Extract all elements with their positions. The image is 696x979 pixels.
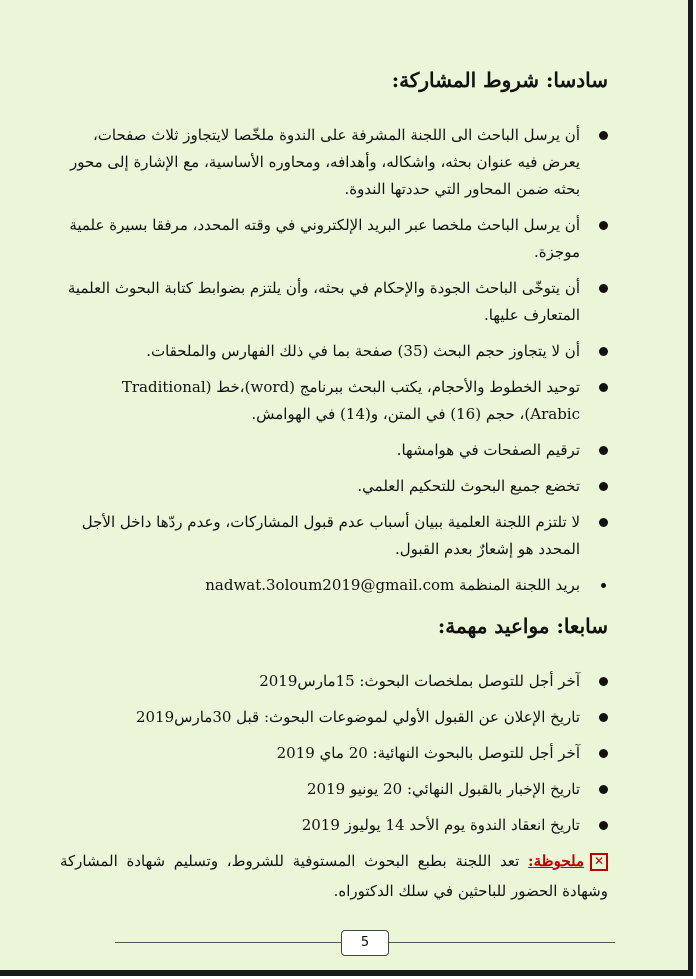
bullet-icon bbox=[599, 713, 608, 722]
note-text: تعد اللجنة بطبع البحوث المستوفية للشروط، وتسليم شهادة المشاركة وشهادة الحضور للباحثين في سلك الدكتوراه. bbox=[60, 852, 608, 900]
bullet-icon bbox=[599, 131, 608, 140]
footer-divider-left bbox=[115, 942, 341, 943]
email-link[interactable]: nadwat.3oloum2019@gmail.com bbox=[205, 576, 455, 594]
bullet-icon bbox=[599, 518, 608, 527]
checkbox-x-icon: ✕ bbox=[590, 853, 608, 871]
email-label: بريد اللجنة المنظمة bbox=[459, 576, 580, 594]
section6-title: سادسا: شروط المشاركة: bbox=[391, 68, 608, 92]
list-item: ترقيم الصفحات في هوامشها. bbox=[60, 437, 608, 464]
dates-list bbox=[60, 668, 608, 848]
bullet-icon bbox=[599, 785, 608, 794]
bullet-icon bbox=[599, 446, 608, 455]
list-item: آخر أجل للتوصل بملخصات البحوث: 15مارس2019 bbox=[60, 668, 608, 695]
conditions-list bbox=[60, 122, 608, 608]
list-item: أن يرسل الباحث ملخصا عبر البريد الإلكتروني في وقته المحدد، مرفقا بسيرة علمية موجزة. bbox=[60, 212, 608, 266]
bullet-icon bbox=[599, 677, 608, 686]
bullet-icon bbox=[599, 221, 608, 230]
list-item: أن لا يتجاوز حجم البحث (35) صفحة بما في ذلك الفهارس والملحقات. bbox=[60, 338, 608, 365]
bullet-icon bbox=[599, 383, 608, 392]
list-item: أن يتوخّى الباحث الجودة والإحكام في بحثه، وأن يلتزم بضوابط كتابة البحوث العلمية المتعارف عليها. bbox=[60, 275, 608, 329]
bullet-icon bbox=[599, 284, 608, 293]
list-item: أن يرسل الباحث الى اللجنة المشرفة على الندوة ملخّصا لايتجاوز ثلاث صفحات، يعرض فيه عنوان بحثه، واشكاله، وأهدافه، ومحاوره الأساسية، مع الإشارة إلى محور بحثه ضمن المحاور التي حددتها الندوة. bbox=[60, 122, 608, 203]
bullet-icon bbox=[599, 482, 608, 491]
page-number: 5 bbox=[341, 930, 389, 956]
list-item: تاريخ انعقاد الندوة يوم الأحد 14 يوليوز 2019 bbox=[60, 812, 608, 839]
email-item bbox=[60, 572, 608, 599]
bullet-icon bbox=[599, 347, 608, 356]
list-item: لا تلتزم اللجنة العلمية ببيان أسباب عدم قبول المشاركات، وعدم ردّها داخل الأجل المحدد هو إشعارٌ بعدم القبول. bbox=[60, 509, 608, 563]
bullet-icon bbox=[599, 749, 608, 758]
list-item: تاريخ الإخبار بالقبول النهائي: 20 يونيو 2019 bbox=[60, 776, 608, 803]
bullet-icon bbox=[599, 821, 608, 830]
footer-divider-right bbox=[387, 942, 615, 943]
note-paragraph bbox=[60, 846, 608, 906]
list-item: توحيد الخطوط والأحجام، يكتب البحث ببرنامج (word)،خط (Traditional Arabic)، حجم (16) في المتن، و(14) في الهوامش. bbox=[60, 374, 608, 428]
note-label: ملحوظة: bbox=[528, 852, 584, 870]
section7-title: سابعا: مواعيد مهمة: bbox=[437, 614, 608, 638]
bullet-icon bbox=[601, 583, 606, 588]
list-item: تخضع جميع البحوث للتحكيم العلمي. bbox=[60, 473, 608, 500]
list-item: تاريخ الإعلان عن القبول الأولي لموضوعات البحوث: قبل 30مارس2019 bbox=[60, 704, 608, 731]
list-item: آخر أجل للتوصل بالبحوث النهائية: 20 ماي 2019 bbox=[60, 740, 608, 767]
